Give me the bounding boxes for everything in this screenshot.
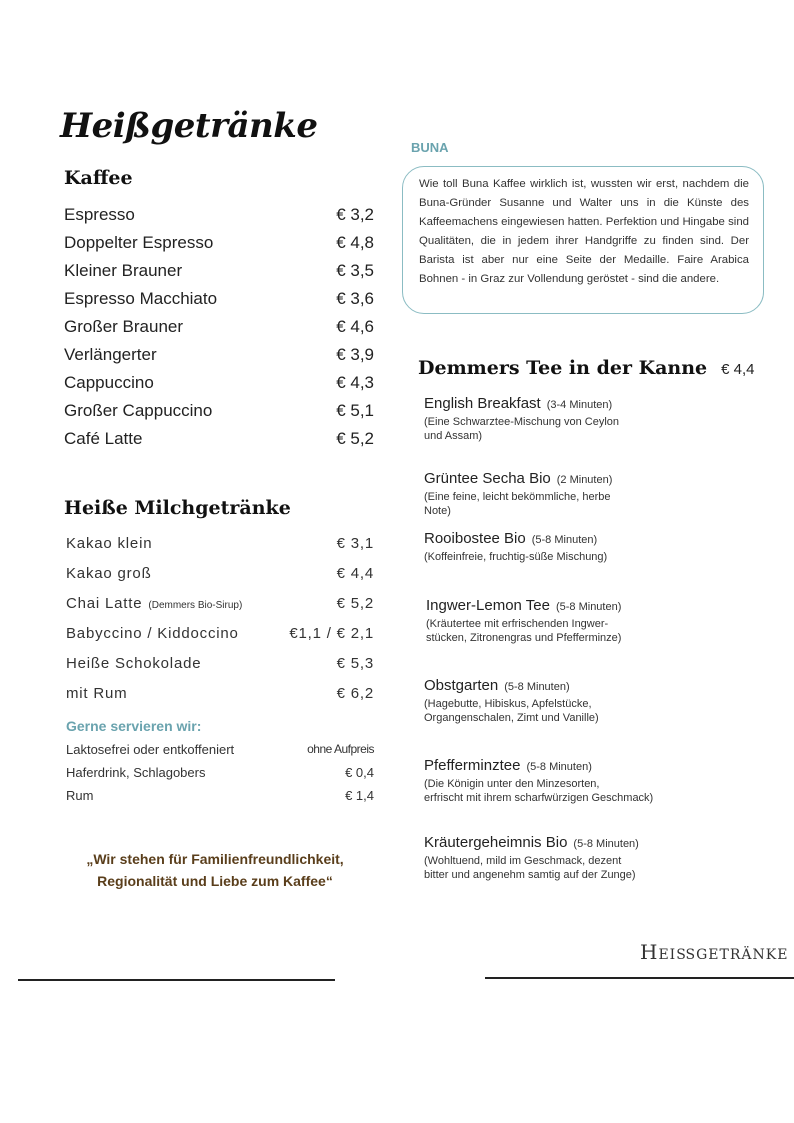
price: € 3,9 xyxy=(336,345,374,364)
menu-item: Kakao groß € 4,4 xyxy=(66,565,374,595)
kaffee-heading: Kaffee xyxy=(64,167,133,189)
buna-text: Wie toll Buna Kaffee wirklich ist, wussten wir erst, nachdem die Buna-Gründer Susanne und Walter uns in die Künste des Kaffeemachens eingewiesen hatten. Perfektion und Hingabe sind Qualitäten, die in jedem ihrer Handgriffe zu finden sind. Der Barista ist aber nur eine Seite der Medaille. Faire Arabica Bohnen - in Graz zur Vollendung geröstet - sind die andere. xyxy=(419,178,749,285)
serve-heading: Gerne servieren wir: xyxy=(66,718,202,734)
kaffee-list xyxy=(64,205,374,457)
price: €1,1 / € 2,1 xyxy=(289,625,374,642)
price: € 0,4 xyxy=(345,765,374,780)
milch-heading: Heiße Milchgetränke xyxy=(64,497,291,519)
price: ohne Aufpreis xyxy=(307,742,374,756)
menu-item: Cappuccino € 4,3 xyxy=(64,373,374,401)
divider-left xyxy=(18,979,335,981)
price: € 4,4 xyxy=(336,565,374,582)
menu-item: Chai Latte (Demmers Bio-Sirup) € 5,2 xyxy=(66,595,374,625)
price: € 3,5 xyxy=(336,261,374,280)
tea-item: Obstgarten (5-8 Minuten) (Hagebutte, Hibiskus, Apfelstücke, Organgenschalen, Zimt und Vanille) xyxy=(424,677,599,724)
extra-item: Laktosefrei oder entkoffeniert ohne Aufpreis xyxy=(66,742,374,765)
tea-item: English Breakfast (3-4 Minuten) (Eine Schwarztee-Mischung von Ceylon und Assam) xyxy=(424,395,620,442)
menu-item: mit Rum € 6,2 xyxy=(66,685,374,715)
tee-heading: Demmers Tee in der Kanne € 4,4 xyxy=(418,357,755,379)
price: € 4,6 xyxy=(336,317,374,336)
extra-item: Rum € 1,4 xyxy=(66,788,374,811)
tea-item: Grüntee Secha Bio (2 Minuten) (Eine feine, leicht bekömmliche, herbe Note) xyxy=(424,470,613,517)
price: € 5,2 xyxy=(336,429,374,448)
price: € 3,6 xyxy=(336,289,374,308)
menu-item: Kleiner Brauner € 3,5 xyxy=(64,261,374,289)
price: € 5,3 xyxy=(336,655,374,672)
tea-item: Kräutergeheimnis Bio (5-8 Minuten) (Wohltuend, mild im Geschmack, dezent bitter und angenehm samtig auf der Zunge) xyxy=(424,834,639,881)
divider-right xyxy=(485,977,794,979)
tea-item: Rooibostee Bio (5-8 Minuten) (Koffeinfreie, fruchtig-süße Mischung) xyxy=(424,530,608,563)
tea-item: Pfefferminztee (5-8 Minuten) (Die Königin unter den Minzesorten, erfrischt mit ihrem scharfwürzigen Geschmack) xyxy=(424,757,654,804)
footer-label: Heißgetränke xyxy=(640,940,789,964)
menu-item: Kakao klein € 3,1 xyxy=(66,535,374,565)
menu-item: Espresso € 3,2 xyxy=(64,205,374,233)
buna-info-box xyxy=(402,166,764,314)
menu-item: Babyccino / Kiddoccino €1,1 / € 2,1 xyxy=(66,625,374,655)
price: € 6,2 xyxy=(336,685,374,702)
buna-heading: BUNA xyxy=(411,140,449,155)
extra-item: Haferdrink, Schlagobers € 0,4 xyxy=(66,765,374,788)
price: € 4,3 xyxy=(336,373,374,392)
price: € 3,1 xyxy=(336,535,374,552)
menu-item: Espresso Macchiato € 3,6 xyxy=(64,289,374,317)
price: € 3,2 xyxy=(336,205,374,224)
price: € 5,2 xyxy=(336,595,374,612)
menu-item: Café Latte € 5,2 xyxy=(64,429,374,457)
menu-item: Doppelter Espresso € 4,8 xyxy=(64,233,374,261)
extras-list xyxy=(66,742,374,811)
price: € 1,4 xyxy=(345,788,374,803)
quote: „Wir stehen für Familienfreundlichkeit, Regionalität und Liebe zum Kaffee“ xyxy=(86,851,344,889)
menu-item: Verlängerter € 3,9 xyxy=(64,345,374,373)
milch-list xyxy=(66,535,374,715)
menu-item: Heiße Schokolade € 5,3 xyxy=(66,655,374,685)
tea-item: Ingwer-Lemon Tee (5-8 Minuten) (Kräutertee mit erfrischenden Ingwer- stücken, Zitronengras und Pfefferminze) xyxy=(426,597,622,644)
price: € 5,1 xyxy=(336,401,374,420)
tee-price: € 4,4 xyxy=(721,361,755,378)
price: € 4,8 xyxy=(336,233,374,252)
menu-item: Großer Brauner € 4,6 xyxy=(64,317,374,345)
page-title: Heißgetränke xyxy=(60,106,318,146)
menu-item: Großer Cappuccino € 5,1 xyxy=(64,401,374,429)
